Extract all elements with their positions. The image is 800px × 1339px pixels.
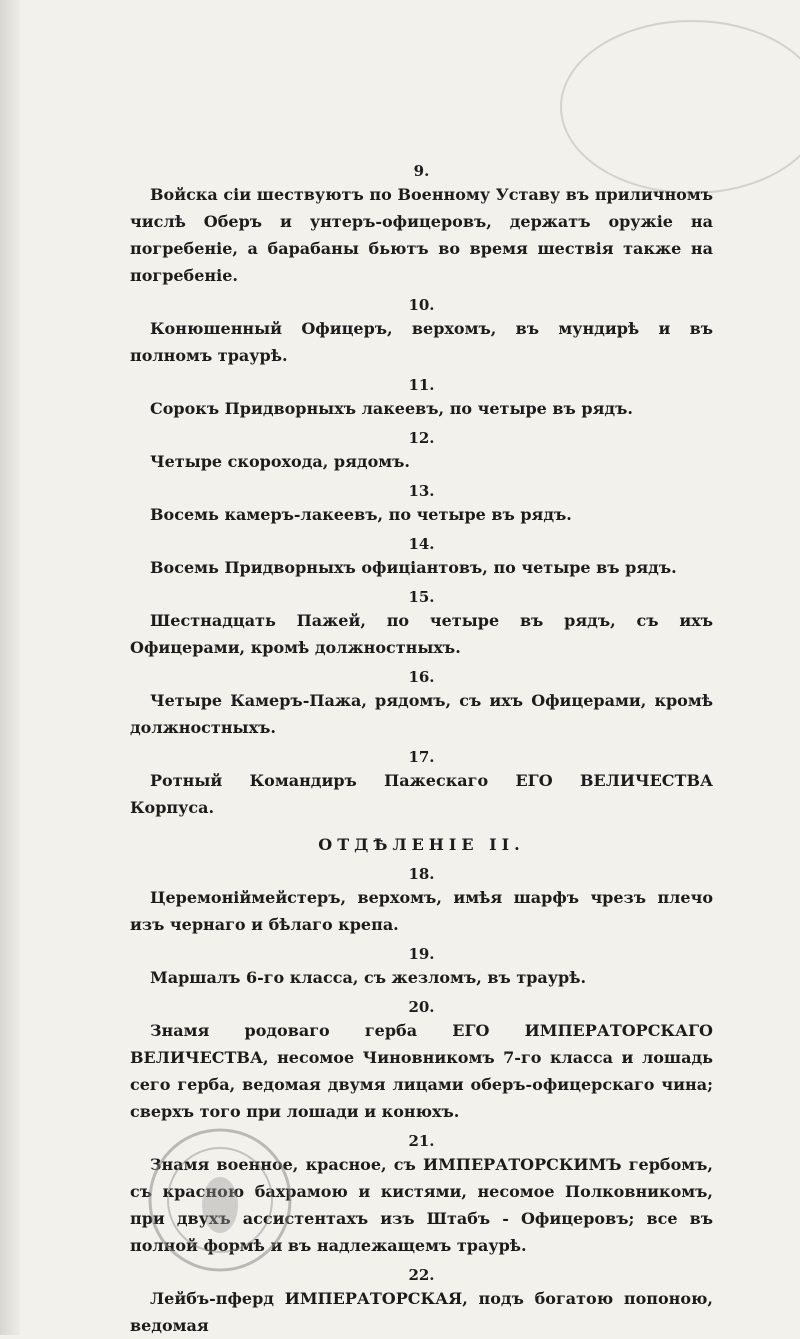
library-stamp xyxy=(145,1125,295,1275)
item-number: 18. xyxy=(408,865,435,883)
item-text: Шестнадцать Пажей, по четыре въ рядъ, съ ихъ Офицерами, кромѣ должностныхъ. xyxy=(130,611,713,657)
item-text: Войска сіи шествуютъ по Военному Уставу въ приличномъ числѣ Оберъ и унтеръ-офицеровъ, держатъ оружіе на погребеніе, а барабаны бьютъ во время шествія также на погребеніе. xyxy=(130,185,713,285)
item-number: 13. xyxy=(408,482,435,500)
item-number: 10. xyxy=(408,296,435,314)
item-number: 21. xyxy=(408,1132,435,1150)
item-number: 17. xyxy=(408,748,435,766)
item-text: Сорокъ Придворныхъ лакеевъ, по четыре въ рядъ. xyxy=(150,399,633,418)
item-text: Знамя военное, красное, съ ИМПЕРАТОРСКИМЪ гербомъ, съ красною бахрамою и кистями, несомое Полковникомъ, при двухъ ассистентахъ изъ Штабъ - Офицеровъ; все въ полной формѣ и въ надлежащемъ траурѣ. xyxy=(130,1155,713,1255)
item-number: 19. xyxy=(408,945,435,963)
item-text: Четыре скорохода, рядомъ. xyxy=(150,452,410,471)
item-text: Восемь камеръ-лакеевъ, по четыре въ рядъ. xyxy=(150,505,572,524)
item-text: Лейбъ-пферд ИМПЕРАТОРСКАЯ, подъ богатою попоною, ведомая xyxy=(130,1289,713,1335)
item-text: Восемь Придворныхъ офиціантовъ, по четыре въ рядъ. xyxy=(150,558,677,577)
page-binding-edge xyxy=(0,0,20,1335)
item-number: 9. xyxy=(413,162,430,180)
item-text: Конюшенный Офицеръ, верхомъ, въ мундирѣ и въ полномъ траурѣ. xyxy=(130,319,713,365)
section-heading: ОТДѢЛЕНІЕ II. xyxy=(318,835,525,854)
item-text: Четыре Камеръ-Пажа, рядомъ, съ ихъ Офицерами, кромѣ должностныхъ. xyxy=(130,691,713,737)
item-number: 22. xyxy=(408,1266,435,1284)
item-number: 16. xyxy=(408,668,435,686)
item-text: Знамя родоваго герба ЕГО ИМПЕРАТОРСКАГО ВЕЛИЧЕСТВА, несомое Чиновникомъ 7-го класса и лошадь сего герба, ведомая двумя лицами оберъ-офицерскаго чина; сверхъ того при лошади и конюхъ. xyxy=(130,1021,713,1121)
item-text: Церемоніймейстеръ, верхомъ, имѣя шарфъ чрезъ плечо изъ чернаго и бѣлаго крепа. xyxy=(130,888,713,934)
item-number: 14. xyxy=(408,535,435,553)
item-number: 20. xyxy=(408,998,435,1016)
item-number: 11. xyxy=(408,376,435,394)
item-number: 15. xyxy=(408,588,435,606)
item-number: 12. xyxy=(408,429,435,447)
item-text: Ротный Командиръ Пажескаго ЕГО ВЕЛИЧЕСТВА Корпуса. xyxy=(130,771,713,817)
item-text: Маршалъ 6-го класса, съ жезломъ, въ траурѣ. xyxy=(150,968,587,987)
